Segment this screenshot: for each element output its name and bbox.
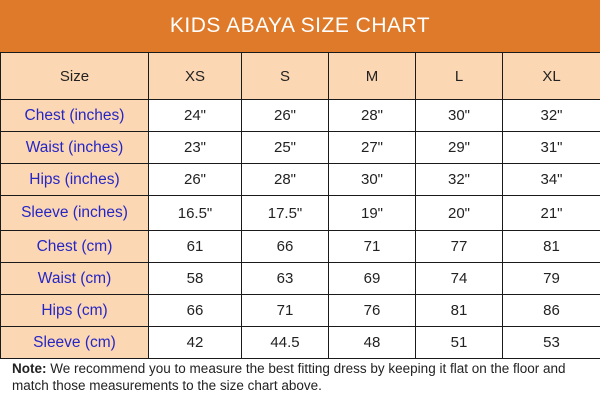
table-header-row <box>1 53 600 100</box>
table-cell: 63 <box>242 263 329 295</box>
table-cell: 34" <box>503 164 600 196</box>
table-cell: 29" <box>416 132 503 164</box>
table-row <box>1 295 600 327</box>
table-cell: 51 <box>416 327 503 359</box>
header-l: L <box>416 53 503 100</box>
table-cell: 81 <box>503 231 600 263</box>
row-label: Waist (inches) <box>1 132 149 164</box>
table-cell: 81 <box>416 295 503 327</box>
table-cell: 32" <box>416 164 503 196</box>
table-row <box>1 132 600 164</box>
header-s: S <box>242 53 329 100</box>
table-cell: 76 <box>329 295 416 327</box>
table-cell: 27" <box>329 132 416 164</box>
header-m: M <box>329 53 416 100</box>
note-label: Note: <box>12 361 47 376</box>
header-xs: XS <box>149 53 242 100</box>
table-row <box>1 231 600 263</box>
table-cell: 25" <box>242 132 329 164</box>
table-cell: 30" <box>416 100 503 132</box>
table-cell: 53 <box>503 327 600 359</box>
row-label: Chest (inches) <box>1 100 149 132</box>
table-cell: 26" <box>242 100 329 132</box>
table-cell: 79 <box>503 263 600 295</box>
table-cell: 42 <box>149 327 242 359</box>
table-row <box>1 100 600 132</box>
table-cell: 32" <box>503 100 600 132</box>
table-cell: 58 <box>149 263 242 295</box>
note-text: We recommend you to measure the best fitting dress by keeping it flat on the floor and match those measurements to the size chart above. <box>12 361 566 393</box>
size-table <box>0 52 600 359</box>
row-label: Chest (cm) <box>1 231 149 263</box>
table-row <box>1 263 600 295</box>
table-cell: 21" <box>503 196 600 231</box>
table-cell: 77 <box>416 231 503 263</box>
table-cell: 48 <box>329 327 416 359</box>
table-cell: 30" <box>329 164 416 196</box>
table-cell: 23" <box>149 132 242 164</box>
table-cell: 66 <box>149 295 242 327</box>
table-cell: 17.5" <box>242 196 329 231</box>
table-cell: 31" <box>503 132 600 164</box>
table-cell: 44.5 <box>242 327 329 359</box>
measurement-note <box>12 360 592 394</box>
table-cell: 20" <box>416 196 503 231</box>
table-cell: 66 <box>242 231 329 263</box>
row-label: Sleeve (inches) <box>1 196 149 231</box>
table-cell: 28" <box>242 164 329 196</box>
table-cell: 28" <box>329 100 416 132</box>
chart-title: KIDS ABAYA SIZE CHART <box>0 0 600 52</box>
table-cell: 74 <box>416 263 503 295</box>
row-label: Hips (inches) <box>1 164 149 196</box>
row-label: Waist (cm) <box>1 263 149 295</box>
table-cell: 16.5" <box>149 196 242 231</box>
header-size: Size <box>1 53 149 100</box>
header-xl: XL <box>503 53 600 100</box>
table-cell: 61 <box>149 231 242 263</box>
table-cell: 26" <box>149 164 242 196</box>
table-cell: 24" <box>149 100 242 132</box>
table-row <box>1 327 600 359</box>
table-cell: 71 <box>329 231 416 263</box>
table-cell: 86 <box>503 295 600 327</box>
table-row <box>1 164 600 196</box>
table-cell: 69 <box>329 263 416 295</box>
table-row <box>1 196 600 231</box>
row-label: Hips (cm) <box>1 295 149 327</box>
table-cell: 71 <box>242 295 329 327</box>
table-cell: 19" <box>329 196 416 231</box>
row-label: Sleeve (cm) <box>1 327 149 359</box>
